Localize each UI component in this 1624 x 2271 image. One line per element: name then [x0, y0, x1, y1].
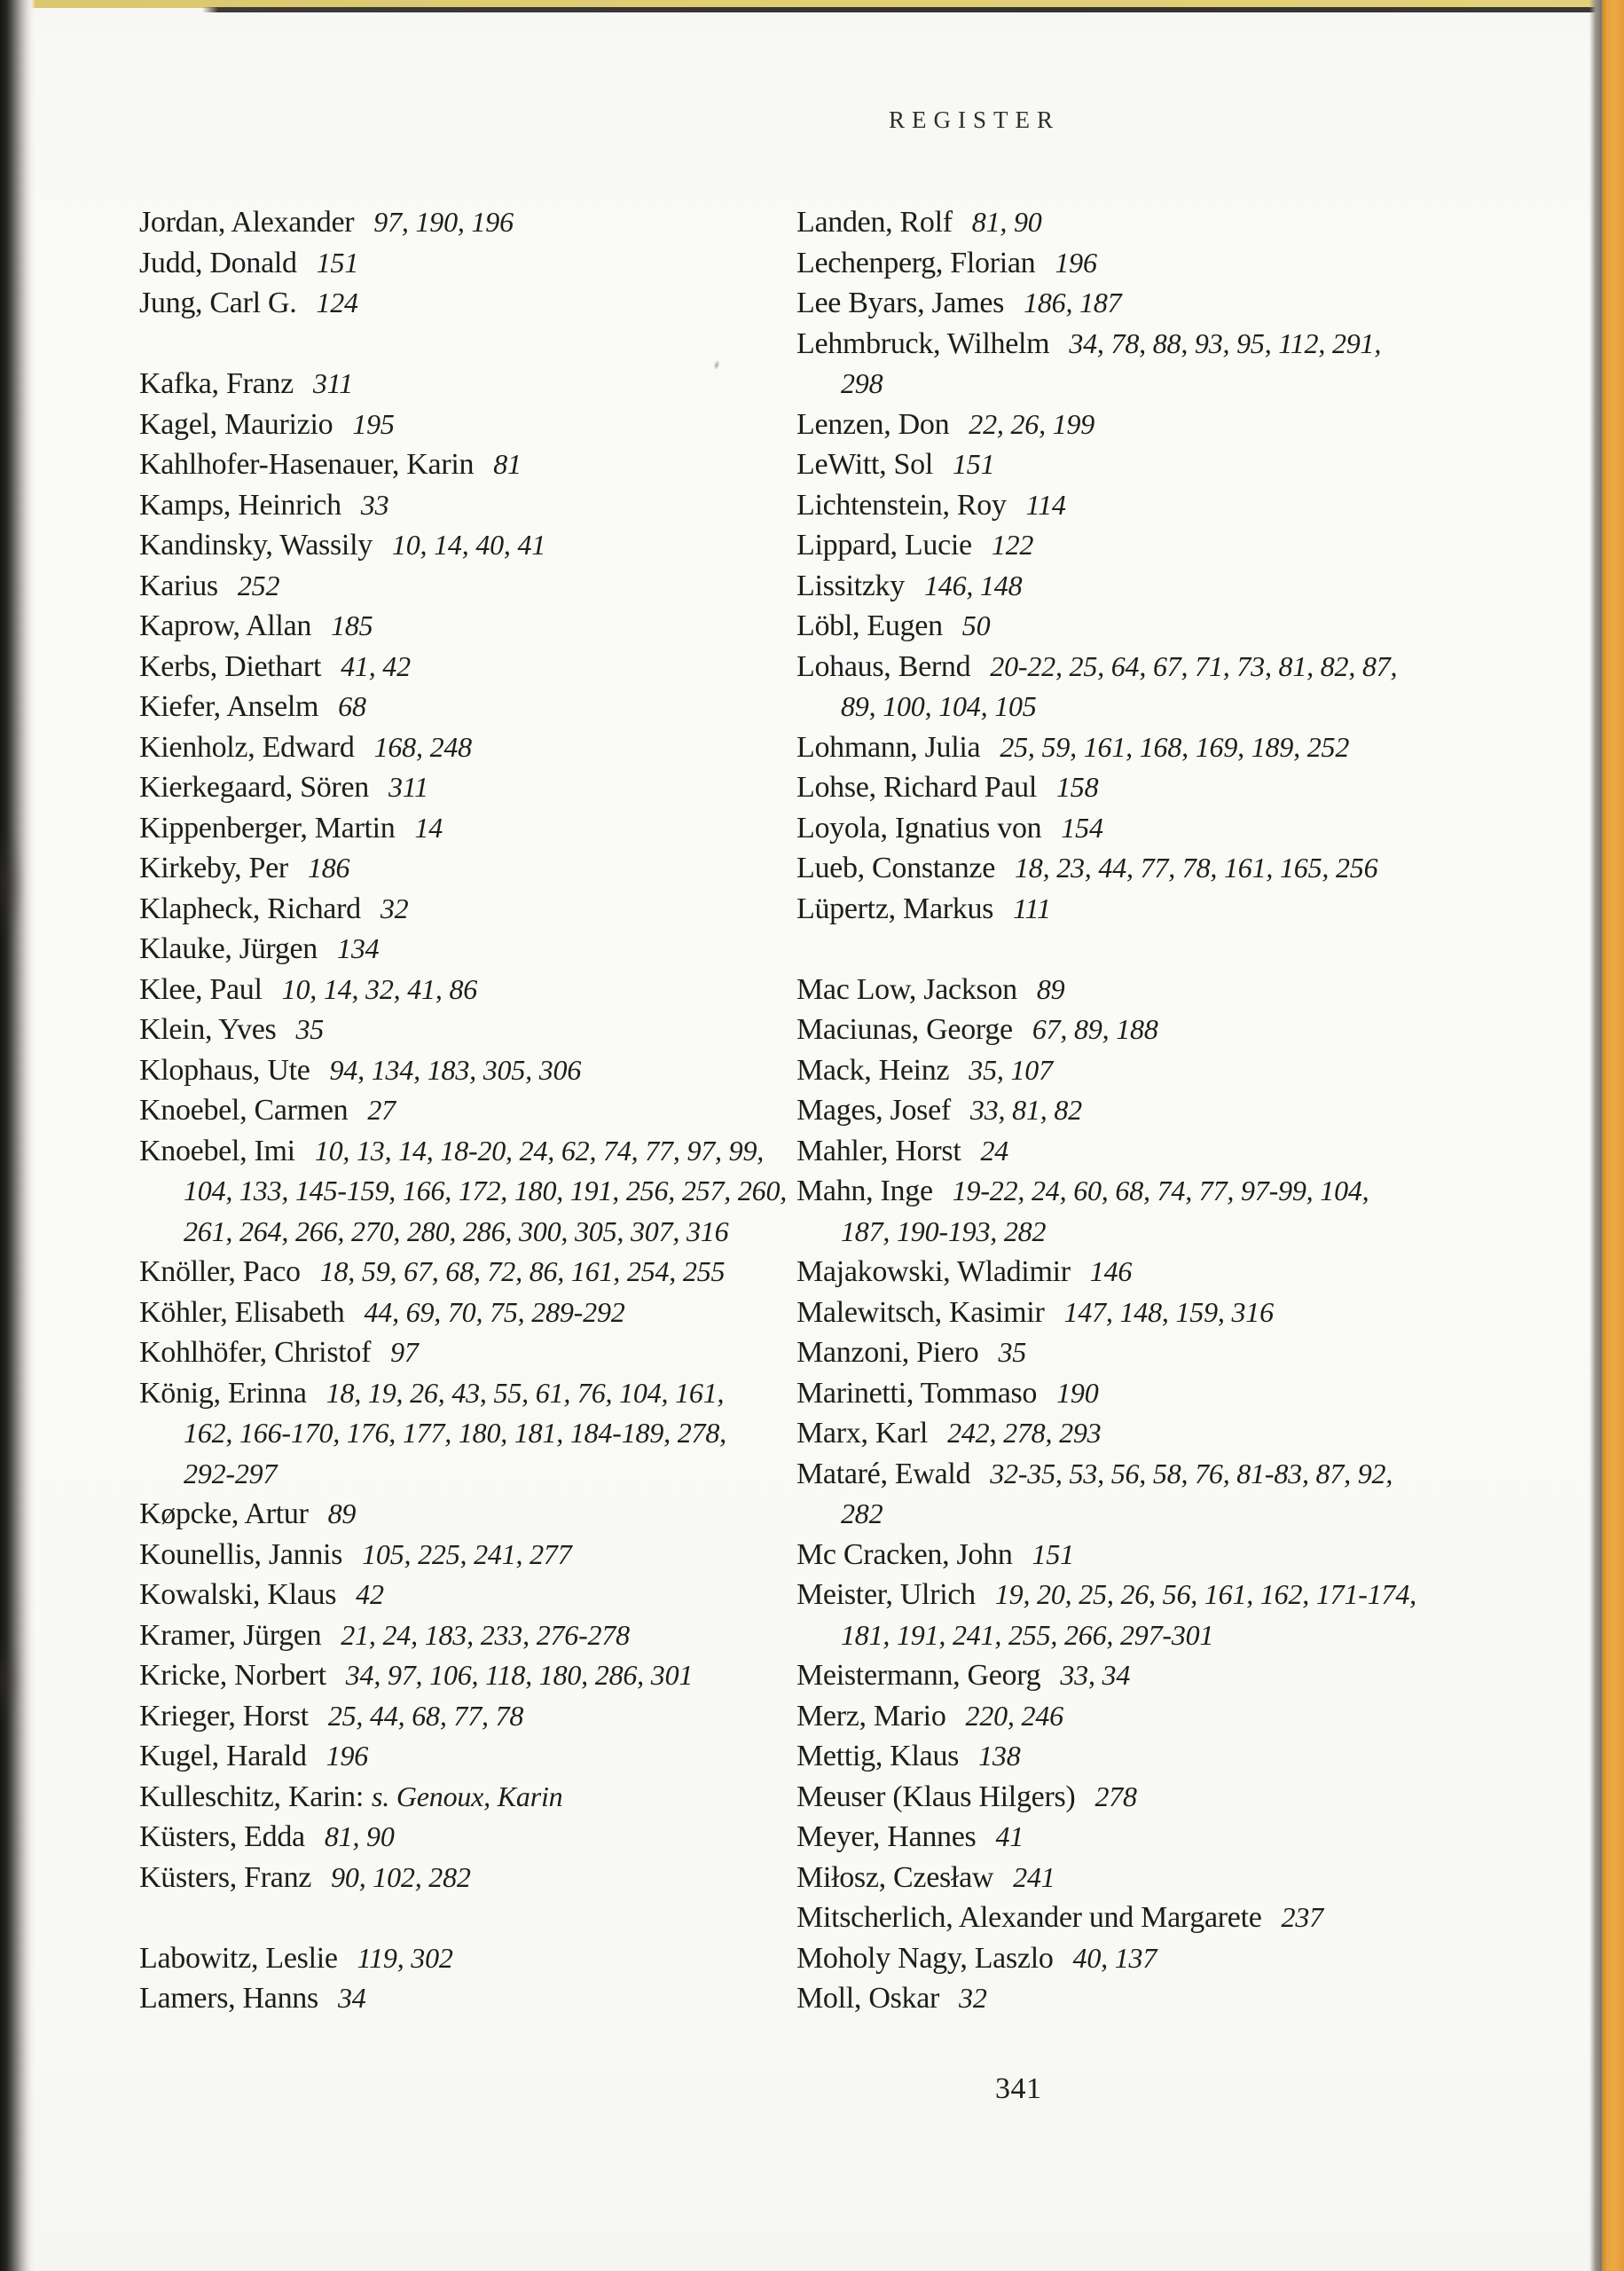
entry-pages: 111 — [1013, 892, 1051, 924]
entry-pages: 97, 190, 196 — [373, 206, 514, 238]
entry-name: Moll, Oskar — [796, 1982, 940, 2015]
entry-pages: 158 — [1055, 771, 1099, 803]
index-entry — [139, 647, 831, 688]
entry-pages: 311 — [312, 367, 353, 399]
index-entry — [796, 1131, 1533, 1172]
index-entry — [796, 767, 1533, 808]
index-entry — [796, 202, 1533, 243]
entry-pages: 282 — [841, 1497, 883, 1529]
index-entry — [796, 525, 1533, 566]
entry-pages: 122 — [991, 529, 1034, 561]
entry-pages: 190 — [1056, 1376, 1099, 1409]
index-entry — [139, 1938, 831, 1979]
entry-pages: 10, 14, 32, 41, 86 — [281, 972, 478, 1005]
entry-pages: 27 — [367, 1094, 396, 1126]
entry-name: Lohse, Richard Paul — [796, 771, 1037, 804]
book-gutter-shadow — [0, 0, 35, 2271]
blank-line — [139, 324, 831, 365]
index-entry — [139, 1777, 831, 1818]
index-entry — [796, 1373, 1533, 1414]
entry-name: Kandinsky, Wassily — [139, 529, 373, 562]
index-entry — [796, 485, 1533, 526]
entry-pages: 311 — [388, 771, 428, 803]
index-entry — [796, 848, 1533, 889]
entry-name: Karius — [139, 569, 218, 602]
index-entry — [796, 283, 1533, 324]
entry-name: Klophaus, Ute — [139, 1053, 310, 1087]
entry-name: Kaprow, Allan — [139, 609, 312, 642]
entry-name: Jung, Carl G. — [139, 287, 297, 319]
entry-pages: 105, 225, 241, 277 — [362, 1537, 572, 1570]
entry-name: Mack, Heinz — [796, 1053, 950, 1087]
entry-pages: 292-297 — [184, 1457, 278, 1489]
entry-pages: 10, 14, 40, 41 — [391, 529, 546, 561]
entry-pages: 278 — [1094, 1780, 1137, 1812]
entry-pages: 33 — [360, 488, 389, 521]
entry-pages: 40, 137 — [1072, 1941, 1157, 1974]
index-entry — [139, 1858, 831, 1898]
entry-pages: 119, 302 — [357, 1941, 453, 1974]
entry-pages: 154 — [1061, 811, 1103, 844]
entry-name: Kugel, Harald — [139, 1740, 307, 1772]
entry-name: Lenzen, Don — [796, 407, 950, 441]
gutter-smudge — [0, 825, 25, 940]
entry-name: Meister, Ulrich — [796, 1578, 976, 1611]
index-entry — [796, 1575, 1533, 1615]
entry-pages: 35 — [998, 1336, 1027, 1368]
index-entry — [796, 1938, 1533, 1979]
entry-name: Kounellis, Jannis — [139, 1537, 343, 1571]
entry-name: Køpcke, Artur — [139, 1497, 309, 1530]
entry-name: Marinetti, Tommaso — [796, 1376, 1038, 1410]
index-entry — [796, 1898, 1533, 1938]
entry-pages: 146, 148 — [923, 569, 1023, 601]
entry-name: Labowitz, Leslie — [139, 1941, 338, 1975]
entry-name: Köhler, Elisabeth — [139, 1295, 345, 1329]
index-entry — [796, 324, 1533, 365]
entry-name: Mataré, Ewald — [796, 1457, 971, 1490]
entry-name: Malewitsch, Kasimir — [796, 1295, 1045, 1329]
index-entry — [796, 1736, 1533, 1777]
index-entry — [139, 1696, 831, 1737]
entry-name: Mettig, Klaus — [796, 1740, 960, 1772]
entry-name: Kohlhöfer, Christof — [139, 1336, 372, 1369]
entry-name: Landen, Rolf — [796, 206, 953, 239]
entry-name: Kahlhofer-Hasenauer, Karin — [139, 448, 475, 481]
index-entry — [139, 364, 831, 405]
index-entry — [139, 283, 831, 324]
entry-pages: 34, 97, 106, 118, 180, 286, 301 — [345, 1659, 694, 1691]
entry-name: Meyer, Hannes — [796, 1820, 977, 1853]
index-entry — [796, 1212, 1533, 1253]
index-entry — [139, 405, 831, 445]
index-column-left — [139, 202, 831, 2019]
entry-pages: 81, 90 — [324, 1820, 395, 1852]
index-entry — [139, 1494, 831, 1535]
entry-pages: 32 — [380, 892, 409, 924]
page-title: REGISTER — [889, 106, 1061, 133]
entry-name: Kafka, Franz — [139, 367, 294, 400]
index-entry — [796, 1090, 1533, 1131]
entry-pages: 32 — [959, 1982, 987, 2014]
entry-pages: 252 — [237, 569, 280, 601]
entry-pages: 44, 69, 70, 75, 289-292 — [364, 1295, 625, 1328]
entry-name: Lehmbruck, Wilhelm — [796, 326, 1050, 360]
entry-pages: 151 — [952, 448, 995, 480]
index-entry — [796, 1332, 1533, 1373]
index-entry — [139, 1978, 831, 2019]
index-entry — [796, 364, 1533, 405]
entry-name: Moholy Nagy, Laszlo — [796, 1941, 1054, 1975]
entry-name: Kricke, Norbert — [139, 1659, 326, 1692]
entry-pages: 241 — [1013, 1860, 1055, 1893]
index-entry — [796, 606, 1533, 647]
index-entry — [796, 1978, 1533, 2019]
index-entry — [796, 1615, 1533, 1656]
entry-pages: 134 — [337, 932, 380, 964]
entry-pages: 237 — [1281, 1901, 1323, 1933]
entry-pages: 33, 34 — [1060, 1659, 1131, 1691]
entry-pages: 186, 187 — [1024, 287, 1122, 318]
entry-pages: 19, 20, 25, 26, 56, 161, 162, 171-174, — [994, 1578, 1416, 1610]
entry-pages: 21, 24, 183, 233, 276-278 — [341, 1618, 630, 1651]
index-entry — [139, 1090, 831, 1131]
index-entry — [139, 1131, 831, 1172]
entry-pages: 146 — [1089, 1255, 1133, 1287]
blank-line — [796, 929, 1533, 970]
index-entry — [796, 243, 1533, 284]
index-entry — [796, 566, 1533, 607]
entry-name: Mitscherlich, Alexander und Margarete — [796, 1901, 1262, 1934]
index-entry — [796, 1252, 1533, 1293]
entry-name: Lohmann, Julia — [796, 730, 981, 764]
index-entry — [139, 606, 831, 647]
index-entry — [139, 727, 831, 768]
entry-pages: 24 — [980, 1134, 1009, 1167]
index-entry — [139, 767, 831, 808]
index-entry — [139, 1454, 831, 1495]
entry-name: Lippard, Lucie — [796, 529, 972, 562]
index-entry — [139, 1252, 831, 1293]
index-entry — [139, 970, 831, 1010]
entry-name: Lissitzky — [796, 569, 905, 602]
index-entry — [796, 444, 1533, 485]
entry-name: Knoebel, Imi — [139, 1134, 295, 1167]
index-entry — [796, 647, 1533, 688]
entry-pages: 18, 59, 67, 68, 72, 86, 161, 254, 255 — [319, 1255, 726, 1287]
index-entry — [139, 243, 831, 284]
index-entry — [796, 1293, 1533, 1333]
index-entry — [796, 1655, 1533, 1696]
entry-pages: 34, 78, 88, 93, 95, 112, 291, — [1069, 326, 1382, 359]
entry-pages: 41 — [995, 1820, 1024, 1852]
entry-name: Jordan, Alexander — [139, 206, 355, 239]
entry-name: Krieger, Horst — [139, 1699, 309, 1733]
entry-pages: 151 — [1032, 1537, 1074, 1570]
gutter-smudge — [0, 1637, 21, 1721]
entry-pages: 185 — [331, 609, 373, 641]
index-entry — [796, 1010, 1533, 1050]
entry-pages: 68 — [338, 690, 366, 722]
index-entry — [796, 1454, 1533, 1495]
entry-name: Lamers, Hanns — [139, 1982, 318, 2015]
entry-name: Meistermann, Georg — [796, 1659, 1041, 1692]
page-number: 341 — [995, 2072, 1042, 2105]
entry-pages: 147, 148, 159, 316 — [1063, 1295, 1274, 1328]
index-entry — [139, 1010, 831, 1050]
entry-name: Meuser (Klaus Hilgers) — [796, 1780, 1076, 1813]
index-entry — [139, 1212, 831, 1253]
entry-pages: 42 — [356, 1578, 384, 1610]
entry-name: Kamps, Heinrich — [139, 488, 341, 522]
index-entry — [139, 1575, 831, 1615]
index-entry — [139, 848, 831, 889]
entry-name: Klapheck, Richard — [139, 892, 361, 925]
entry-name: Knoebel, Carmen — [139, 1094, 349, 1127]
index-entry — [139, 1655, 831, 1696]
entry-pages: 94, 134, 183, 305, 306 — [329, 1053, 582, 1086]
entry-name: Lueb, Constanze — [796, 852, 995, 884]
entry-pages: 18, 23, 44, 77, 78, 161, 165, 256 — [1015, 852, 1378, 884]
index-entry — [796, 1535, 1533, 1576]
index-entry — [139, 929, 831, 970]
index-entry — [796, 808, 1533, 849]
entry-name: Klee, Paul — [139, 972, 263, 1006]
index-entry — [796, 970, 1533, 1010]
entry-name: Kramer, Jürgen — [139, 1618, 322, 1652]
entry-pages: 97 — [390, 1336, 419, 1368]
index-entry — [796, 1777, 1533, 1818]
entry-name: LeWitt, Sol — [796, 448, 933, 481]
entry-name: Kiefer, Anselm — [139, 690, 319, 723]
entry-pages: 67, 89, 188 — [1032, 1013, 1158, 1045]
index-entry — [796, 1858, 1533, 1898]
index-entry — [796, 1817, 1533, 1858]
index-entry — [796, 727, 1533, 768]
entry-name: Merz, Mario — [796, 1699, 946, 1733]
entry-name: Mages, Josef — [796, 1094, 951, 1127]
entry-pages: 41, 42 — [341, 649, 411, 682]
entry-name: Kagel, Maurizio — [139, 407, 333, 441]
entry-pages: 22, 26, 199 — [969, 407, 1095, 440]
entry-name: Lee Byars, James — [796, 287, 1005, 319]
entry-pages: 32-35, 53, 56, 58, 76, 81-83, 87, 92, — [990, 1457, 1393, 1489]
entry-name: Maciunas, George — [796, 1013, 1013, 1046]
entry-pages: 138 — [978, 1740, 1021, 1772]
entry-pages: 90, 102, 282 — [331, 1860, 471, 1893]
entry-pages: 89 — [327, 1497, 357, 1529]
index-entry — [139, 566, 831, 607]
entry-pages: 20-22, 25, 64, 67, 71, 73, 81, 82, 87, — [990, 649, 1398, 682]
index-column-right — [796, 202, 1533, 2019]
entry-name: Mc Cracken, John — [796, 1537, 1013, 1571]
entry-name: Kowalski, Klaus — [139, 1578, 337, 1611]
entry-pages: 104, 133, 145-159, 166, 172, 180, 191, 256, 257, 260, — [184, 1175, 788, 1206]
index-entry — [139, 1615, 831, 1656]
entry-pages: 151 — [316, 246, 359, 279]
entry-name: Klein, Yves — [139, 1013, 277, 1046]
index-entry — [796, 687, 1533, 727]
index-entry — [796, 405, 1533, 445]
index-entry — [139, 1293, 831, 1333]
entry-name: Küsters, Franz — [139, 1860, 312, 1894]
index-entry — [139, 1736, 831, 1777]
entry-name: Löbl, Eugen — [796, 609, 943, 642]
entry-name: Marx, Karl — [796, 1417, 929, 1450]
index-entry — [139, 1050, 831, 1091]
page-top-shadow-line — [202, 7, 1624, 12]
entry-name: König, Erinna — [139, 1376, 307, 1410]
entry-name: Kippenberger, Martin — [139, 811, 396, 845]
entry-pages: 186 — [307, 852, 350, 884]
entry-name: Lichtenstein, Roy — [796, 488, 1007, 522]
entry-pages: 19-22, 24, 60, 68, 74, 77, 97-99, 104, — [952, 1175, 1369, 1206]
entry-pages: 298 — [841, 367, 883, 399]
entry-pages: 187, 190-193, 282 — [841, 1214, 1047, 1247]
entry-pages: 89 — [1036, 972, 1065, 1005]
entry-name: Kerbs, Diethart — [139, 649, 322, 683]
entry-pages: 18, 19, 26, 43, 55, 61, 76, 104, 161, — [326, 1376, 725, 1409]
entry-name: Kienholz, Edward — [139, 730, 355, 764]
index-entry — [139, 444, 831, 485]
entry-name: Majakowski, Wladimir — [796, 1255, 1071, 1288]
entry-pages: 14 — [414, 811, 443, 844]
entry-pages: 242, 278, 293 — [947, 1417, 1102, 1449]
entry-name: Mac Low, Jackson — [796, 972, 1017, 1006]
index-entry — [139, 1332, 831, 1373]
entry-pages: 89, 100, 104, 105 — [841, 690, 1037, 722]
index-entry — [139, 1373, 831, 1414]
index-entry — [139, 525, 831, 566]
entry-name: Kirkeby, Per — [139, 852, 288, 884]
blank-line — [139, 1898, 831, 1938]
entry-pages: 168, 248 — [373, 730, 472, 763]
index-entry — [139, 889, 831, 930]
index-entry — [796, 1171, 1533, 1212]
entry-pages: 50 — [961, 609, 991, 641]
index-entry — [796, 1050, 1533, 1091]
index-entry — [139, 202, 831, 243]
entry-name: Kierkegaard, Sören — [139, 771, 369, 804]
entry-pages: 35 — [295, 1013, 325, 1045]
entry-pages: 196 — [1055, 246, 1097, 279]
index-entry — [139, 1817, 831, 1858]
book-cover-edge — [1602, 0, 1624, 2271]
entry-pages: 81, 90 — [971, 206, 1042, 238]
index-entry — [139, 1535, 831, 1576]
index-entry — [139, 485, 831, 526]
entry-pages: 162, 166-170, 176, 177, 180, 181, 184-189, 278, — [184, 1417, 726, 1449]
entry-pages: 25, 44, 68, 77, 78 — [327, 1699, 524, 1732]
entry-pages: 25, 59, 161, 168, 169, 189, 252 — [1000, 730, 1350, 763]
entry-pages: 196 — [326, 1740, 369, 1772]
index-entry — [139, 687, 831, 727]
entry-name: Kulleschitz, Karin: — [139, 1780, 365, 1813]
index-entry — [796, 1413, 1533, 1454]
entry-name: Mahn, Inge — [796, 1175, 933, 1207]
index-entry — [139, 1413, 831, 1454]
entry-pages: s. Genoux, Karin — [372, 1780, 563, 1812]
entry-name: Knöller, Paco — [139, 1255, 301, 1288]
entry-pages: 114 — [1025, 488, 1066, 521]
entry-name: Mahler, Horst — [796, 1134, 961, 1167]
entry-pages: 81 — [493, 448, 522, 480]
entry-pages: 181, 191, 241, 255, 266, 297-301 — [841, 1618, 1214, 1651]
index-entry — [796, 1696, 1533, 1737]
entry-name: Küsters, Edda — [139, 1820, 305, 1853]
entry-pages: 261, 264, 266, 270, 280, 286, 300, 305, 307, 316 — [184, 1214, 729, 1247]
entry-name: Lüpertz, Markus — [796, 892, 994, 925]
entry-pages: 33, 81, 82 — [969, 1094, 1082, 1126]
entry-name: Klauke, Jürgen — [139, 932, 318, 965]
entry-pages: 195 — [352, 407, 395, 440]
entry-name: Lohaus, Bernd — [796, 649, 971, 683]
entry-name: Manzoni, Piero — [796, 1336, 979, 1369]
index-entry — [139, 808, 831, 849]
entry-pages: 220, 246 — [965, 1699, 1063, 1732]
index-entry — [796, 889, 1533, 930]
entry-pages: 34 — [337, 1982, 366, 2014]
entry-name: Loyola, Ignatius von — [796, 811, 1042, 845]
index-entry — [796, 1494, 1533, 1535]
entry-pages: 124 — [316, 287, 358, 318]
entry-pages: 35, 107 — [969, 1053, 1053, 1086]
index-entry — [139, 1171, 831, 1212]
entry-name: Miłosz, Czesław — [796, 1860, 994, 1894]
entry-pages: 10, 13, 14, 18-20, 24, 62, 74, 77, 97, 99, — [314, 1134, 765, 1167]
entry-name: Judd, Donald — [139, 246, 297, 279]
entry-name: Lechenperg, Florian — [796, 246, 1036, 279]
